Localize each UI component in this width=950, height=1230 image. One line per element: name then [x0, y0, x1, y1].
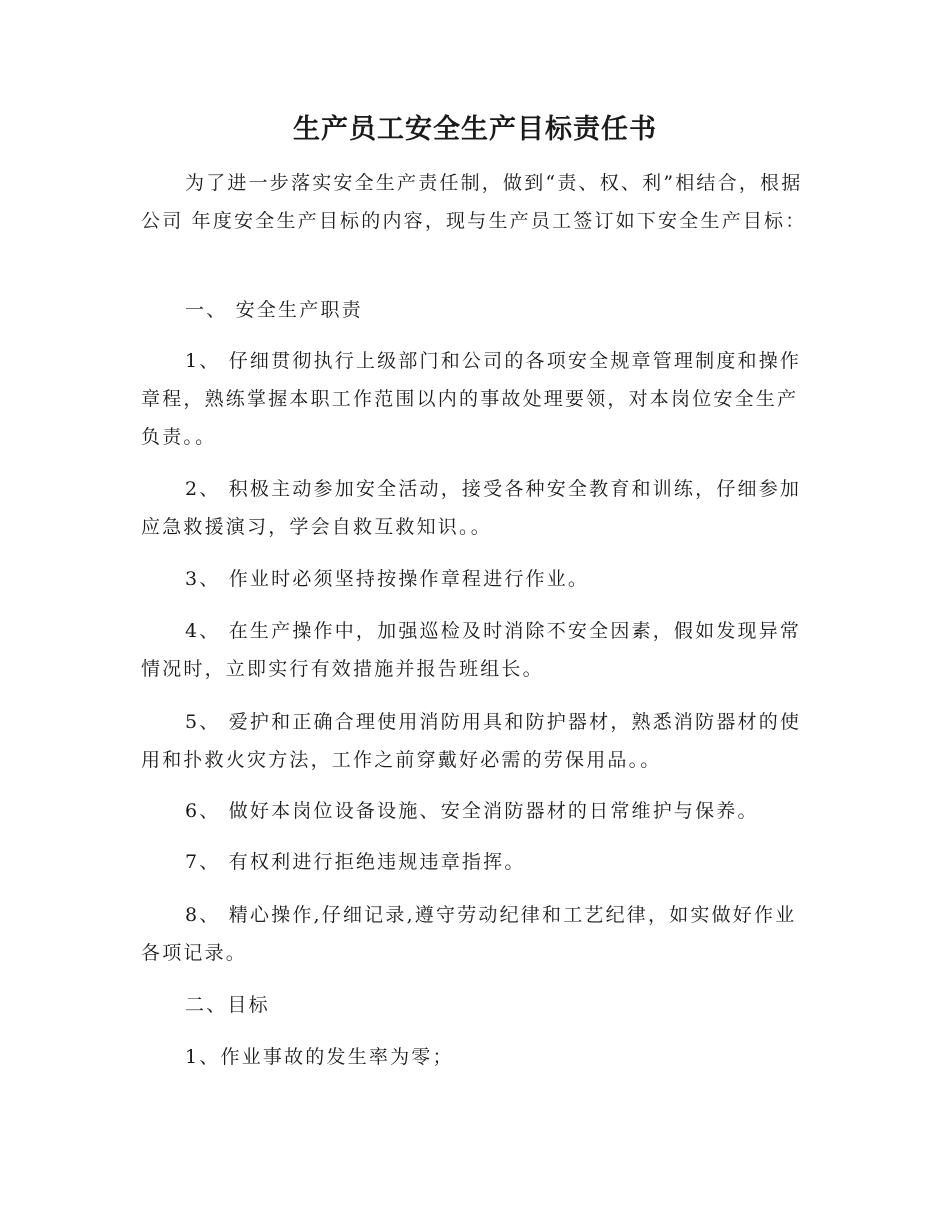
duty-item-1: 1、 仔细贯彻执行上级部门和公司的各项安全规章管理制度和操作章程，熟练掌握本职工作范围以内的事故处理要领，对本岗位安全生产负责。。: [141, 350, 802, 448]
section-heading-duties: 一、 安全生产职责: [185, 299, 363, 321]
goal-item-1: 1、作业事故的发生率为零；: [185, 1046, 454, 1068]
duty-item-3: 3、 作业时必须坚持按操作章程进行作业。: [185, 568, 590, 590]
duty-item-8: 8、 精心操作,仔细记录,遵守劳动纪律和工艺纪律，如实做好作业各项记录。: [141, 904, 797, 964]
duty-item-6: 6、 做好本岗位设备设施、安全消防器材的日常维护与保养。: [185, 800, 759, 822]
section-heading-goals: 二、目标: [185, 994, 270, 1016]
duty-item-2: 2、 积极主动参加安全活动，接受各种安全教育和训练，仔细参加应急救援演习，学会自救互救知识。。: [141, 478, 802, 538]
intro-paragraph: 为了进一步落实安全生产责任制，做到“责、权、利”相结合，根据公司 年度安全生产目标的内容，现与生产员工签订如下安全生产目标：: [141, 172, 807, 232]
document-title: 生产员工安全生产目标责任书: [293, 114, 657, 145]
duty-item-4: 4、 在生产操作中，加强巡检及时消除不安全因素，假如发现异常情况时，立即实行有效措施并报告班组长。: [141, 620, 802, 680]
duty-item-5: 5、 爱护和正确合理使用消防用具和防护器材，熟悉消防器材的使用和扑救火灾方法，工作之前穿戴好必需的劳保用品。。: [141, 711, 802, 771]
duty-item-7: 7、 有权利进行拒绝违规违章指挥。: [185, 851, 526, 873]
